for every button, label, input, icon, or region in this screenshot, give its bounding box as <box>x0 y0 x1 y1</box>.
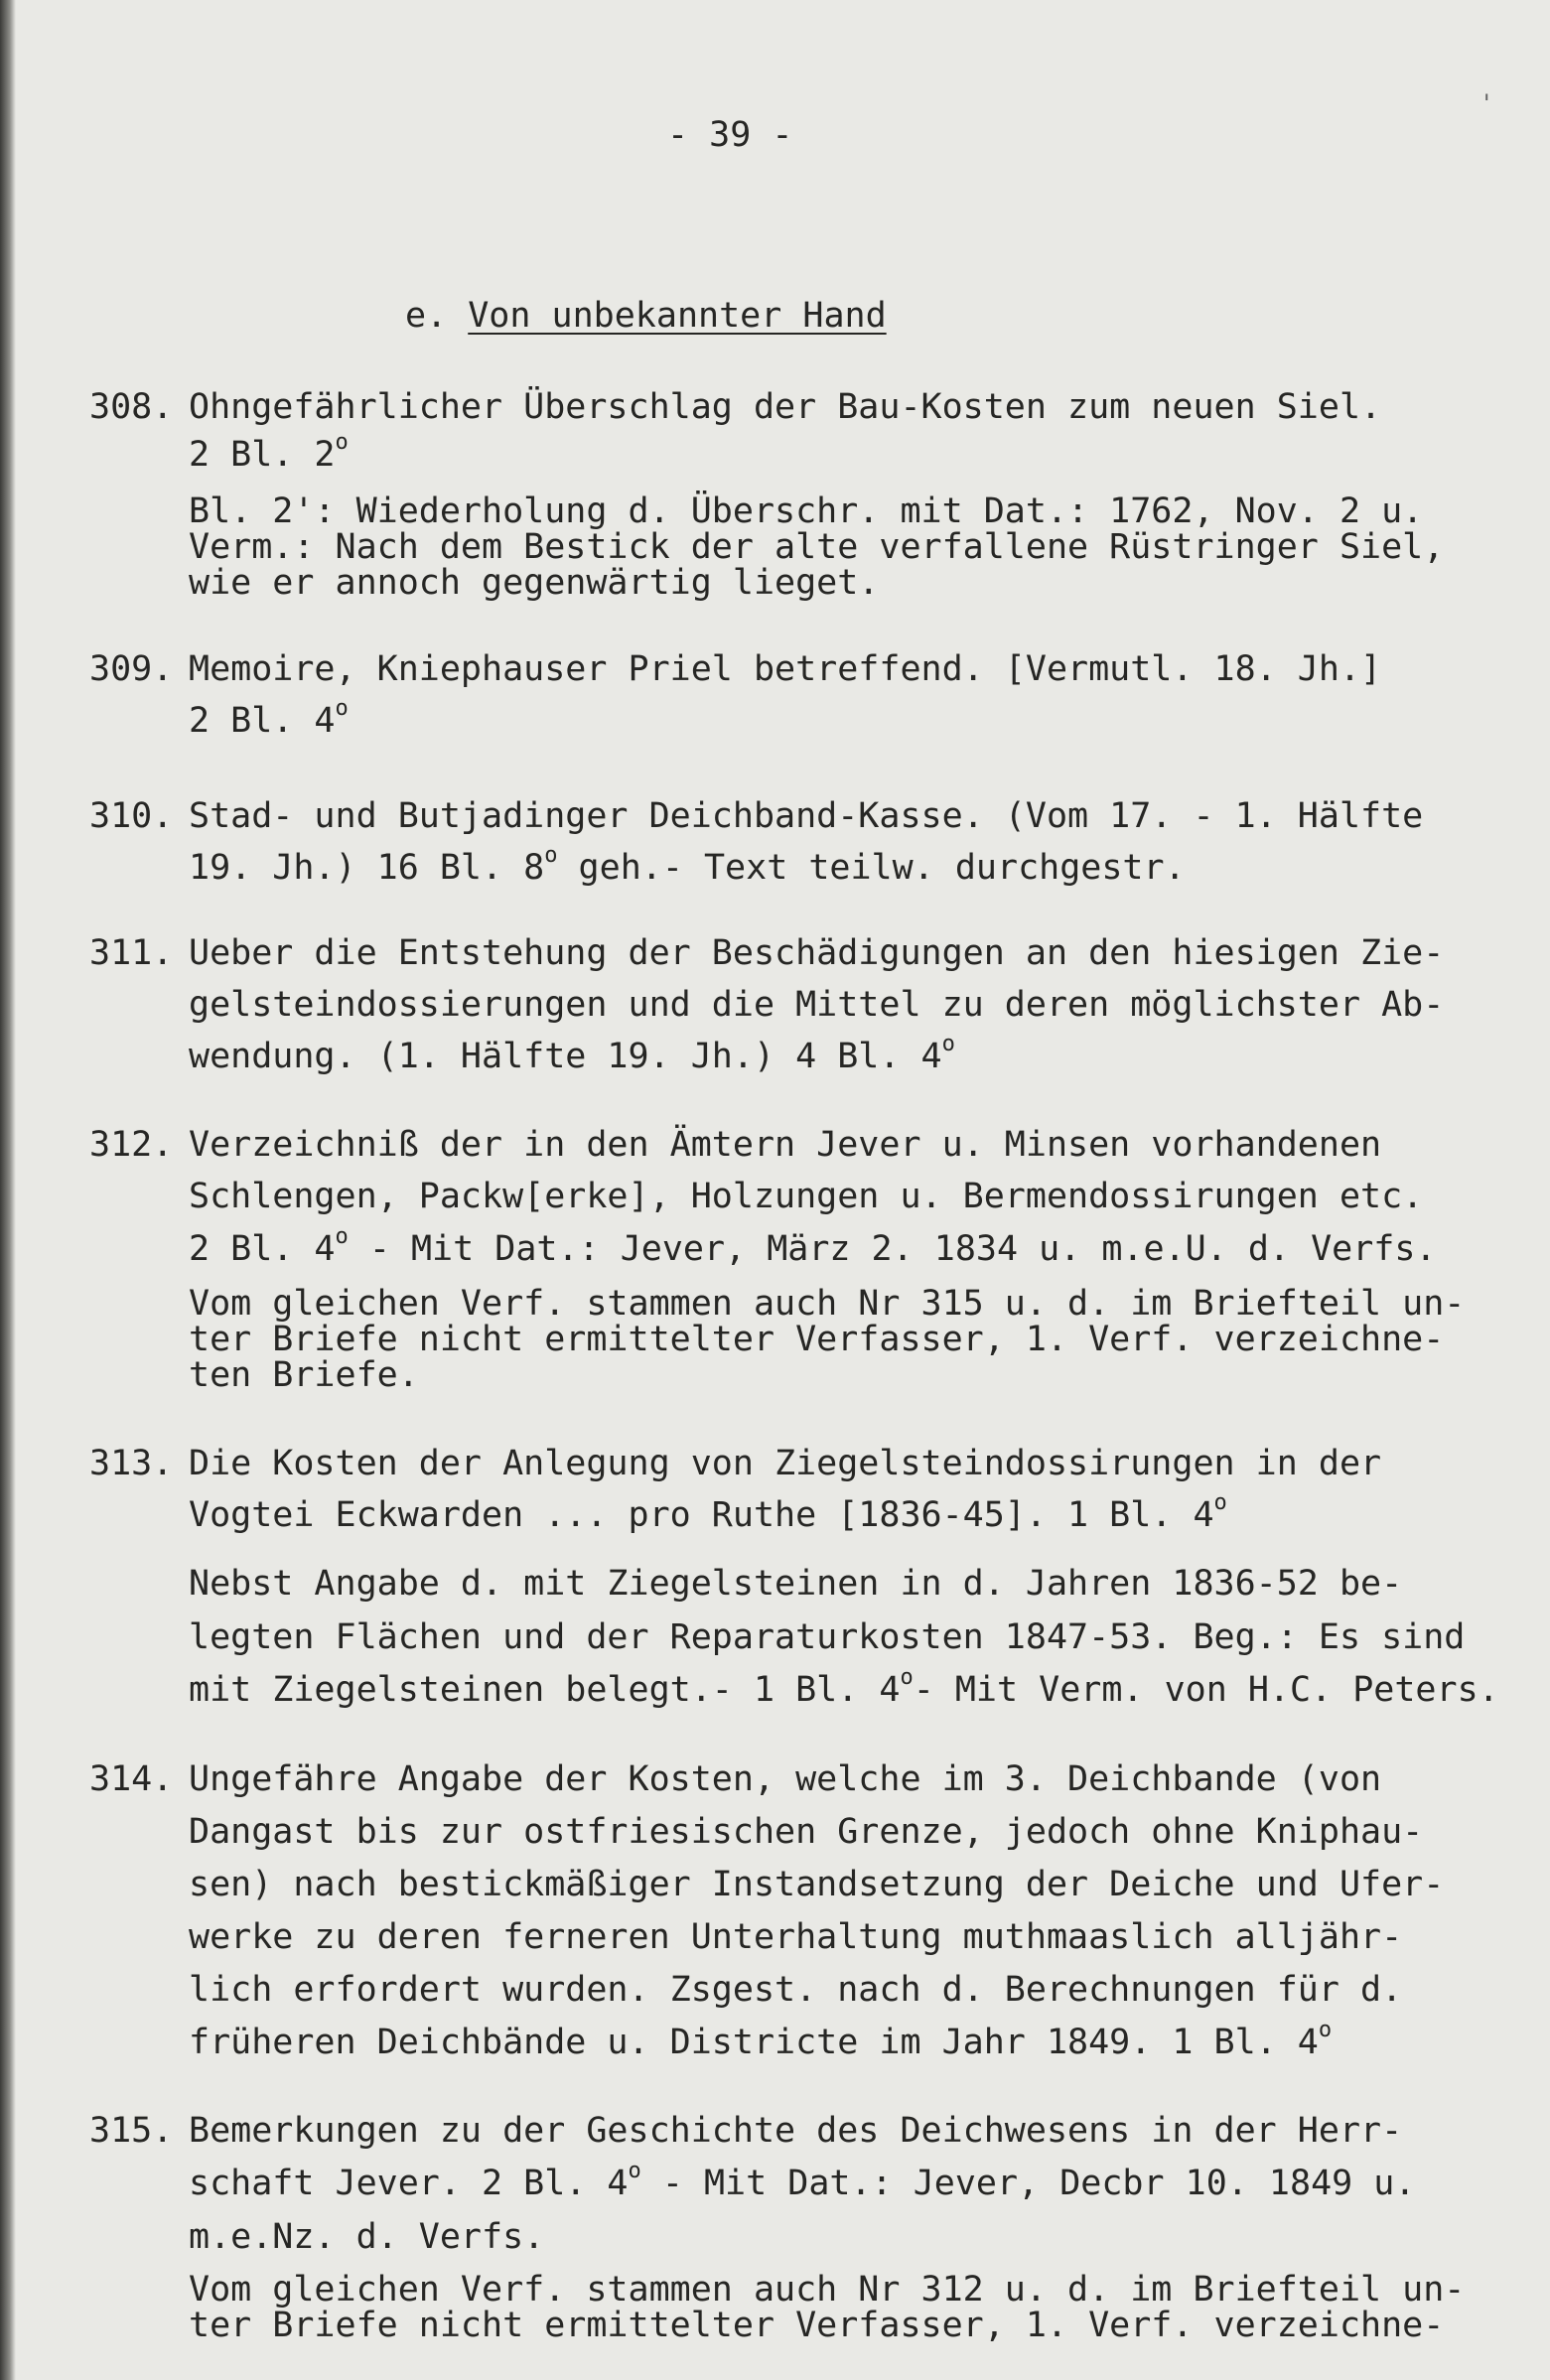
entry-312-line-2: Schlengen, Packw[erke], Holzungen u. Bermendossirungen etc. <box>189 1177 1424 1216</box>
entry-308-note-1: Bl. 2': Wiederholung d. Überschr. mit Dat.: 1762, Nov. 2 u. <box>189 491 1424 531</box>
entry-312-note-1: Vom gleichen Verf. stammen auch Nr 315 u. d. im Briefteil un- <box>189 1284 1466 1324</box>
entry-313-line-1: Die Kosten der Anlegung von Ziegelsteindossirungen in der <box>189 1444 1382 1483</box>
entry-313-line-2: Vogtei Eckwarden ... pro Ruthe [1836-45]. 1 Bl. 4$^o$ <box>189 1490 1227 1535</box>
entry-315-note-2: ter Briefe nicht ermittelter Verfasser, 1. Verf. verzeichne- <box>189 2306 1445 2345</box>
entry-314-line-6: früheren Deichbände u. Districte im Jahr 1849. 1 Bl. 4$^o$ <box>189 2018 1333 2062</box>
entry-308-note-2: Verm.: Nach dem Bestick der alte verfallene Rüstringer Siel, <box>189 527 1445 567</box>
entry-315-line-1: Bemerkungen zu der Geschichte des Deichwesens in der Herr- <box>189 2111 1403 2151</box>
entry-310-line-1: Stad- und Butjadinger Deichband-Kasse. (Vom 17. - 1. Hälfte <box>189 796 1424 836</box>
entry-312-note-3: ten Briefe. <box>189 1355 419 1395</box>
entry-314-line-4: werke zu deren ferneren Unterhaltung muthmaaslich alljähr- <box>189 1917 1403 1957</box>
entry-315-note-1: Vom gleichen Verf. stammen auch Nr 312 u. d. im Briefteil un- <box>189 2270 1466 2310</box>
scan-speck: ' <box>1480 89 1494 117</box>
page-number: - 39 - <box>667 115 793 155</box>
entry-310-line-2: 19. Jh.) 16 Bl. 8$^o$ geh.- Text teilw. durchgestr. <box>189 843 1186 888</box>
entry-314-line-2: Dangast bis zur ostfriesischen Grenze, jedoch ohne Kniphau- <box>189 1812 1424 1852</box>
entry-number-313: 313. <box>89 1444 174 1483</box>
entry-309-title: Memoire, Kniephauser Priel betreffend. [Vermutl. 18. Jh.] <box>189 649 1382 689</box>
scan-binding-edge <box>0 0 16 2380</box>
entry-313-note-3: mit Ziegelsteinen belegt.- 1 Bl. 4$^o$- Mit Verm. von H.C. Peters. <box>189 1665 1499 1710</box>
entry-312-note-2: ter Briefe nicht ermittelter Verfasser, 1. Verf. verzeichne- <box>189 1320 1445 1359</box>
entry-311-line-2: gelsteindossierungen und die Mittel zu deren möglichster Ab- <box>189 985 1445 1025</box>
entry-315-line-3: m.e.Nz. d. Verfs. <box>189 2217 545 2257</box>
entry-313-note-2: legten Flächen und der Reparaturkosten 1847-53. Beg.: Es sind <box>189 1617 1466 1657</box>
entry-311-line-1: Ueber die Entstehung der Beschädigungen an den hiesigen Zie- <box>189 933 1445 973</box>
entry-308-note-3: wie er annoch gegenwärtig lieget. <box>189 563 880 603</box>
entry-314-line-5: lich erfordert wurden. Zsgest. nach d. Berechnungen für d. <box>189 1970 1403 2010</box>
entry-314-line-3: sen) nach bestickmäßiger Instandsetzung der Deiche und Ufer- <box>189 1865 1445 1904</box>
entry-number-310: 310. <box>89 796 174 836</box>
entry-number-315: 315. <box>89 2111 174 2151</box>
entry-number-314: 314. <box>89 1759 174 1799</box>
entry-312-line-1: Verzeichniß der in den Ämtern Jever u. Minsen vorhandenen <box>189 1125 1382 1165</box>
entry-number-308: 308. <box>89 387 174 427</box>
section-prefix: e. <box>405 296 448 336</box>
entry-314-line-1: Ungefähre Angabe der Kosten, welche im 3. Deichbande (von <box>189 1759 1382 1799</box>
entry-number-312: 312. <box>89 1125 174 1165</box>
section-heading <box>405 298 887 334</box>
entry-311-line-3: wendung. (1. Hälfte 19. Jh.) 4 Bl. 4$^o$ <box>189 1032 955 1076</box>
section-title: Von unbekannter Hand <box>468 296 887 336</box>
entry-312-line-3: 2 Bl. 4$^o$ - Mit Dat.: Jever, März 2. 1834 u. m.e.U. d. Verfs. <box>189 1224 1437 1269</box>
entry-number-309: 309. <box>89 649 174 689</box>
entry-308-title: Ohngefährlicher Überschlag der Bau-Kosten zum neuen Siel. <box>189 387 1382 427</box>
entry-number-311: 311. <box>89 933 174 973</box>
entry-313-note-1: Nebst Angabe d. mit Ziegelsteinen in d. Jahren 1836-52 be- <box>189 1564 1403 1604</box>
entry-309-format: 2 Bl. 4$^o$ <box>189 696 349 741</box>
entry-308-format: 2 Bl. 2$^o$ <box>189 430 349 475</box>
entry-315-line-2: schaft Jever. 2 Bl. 4$^o$ - Mit Dat.: Jever, Decbr 10. 1849 u. <box>189 2159 1416 2203</box>
